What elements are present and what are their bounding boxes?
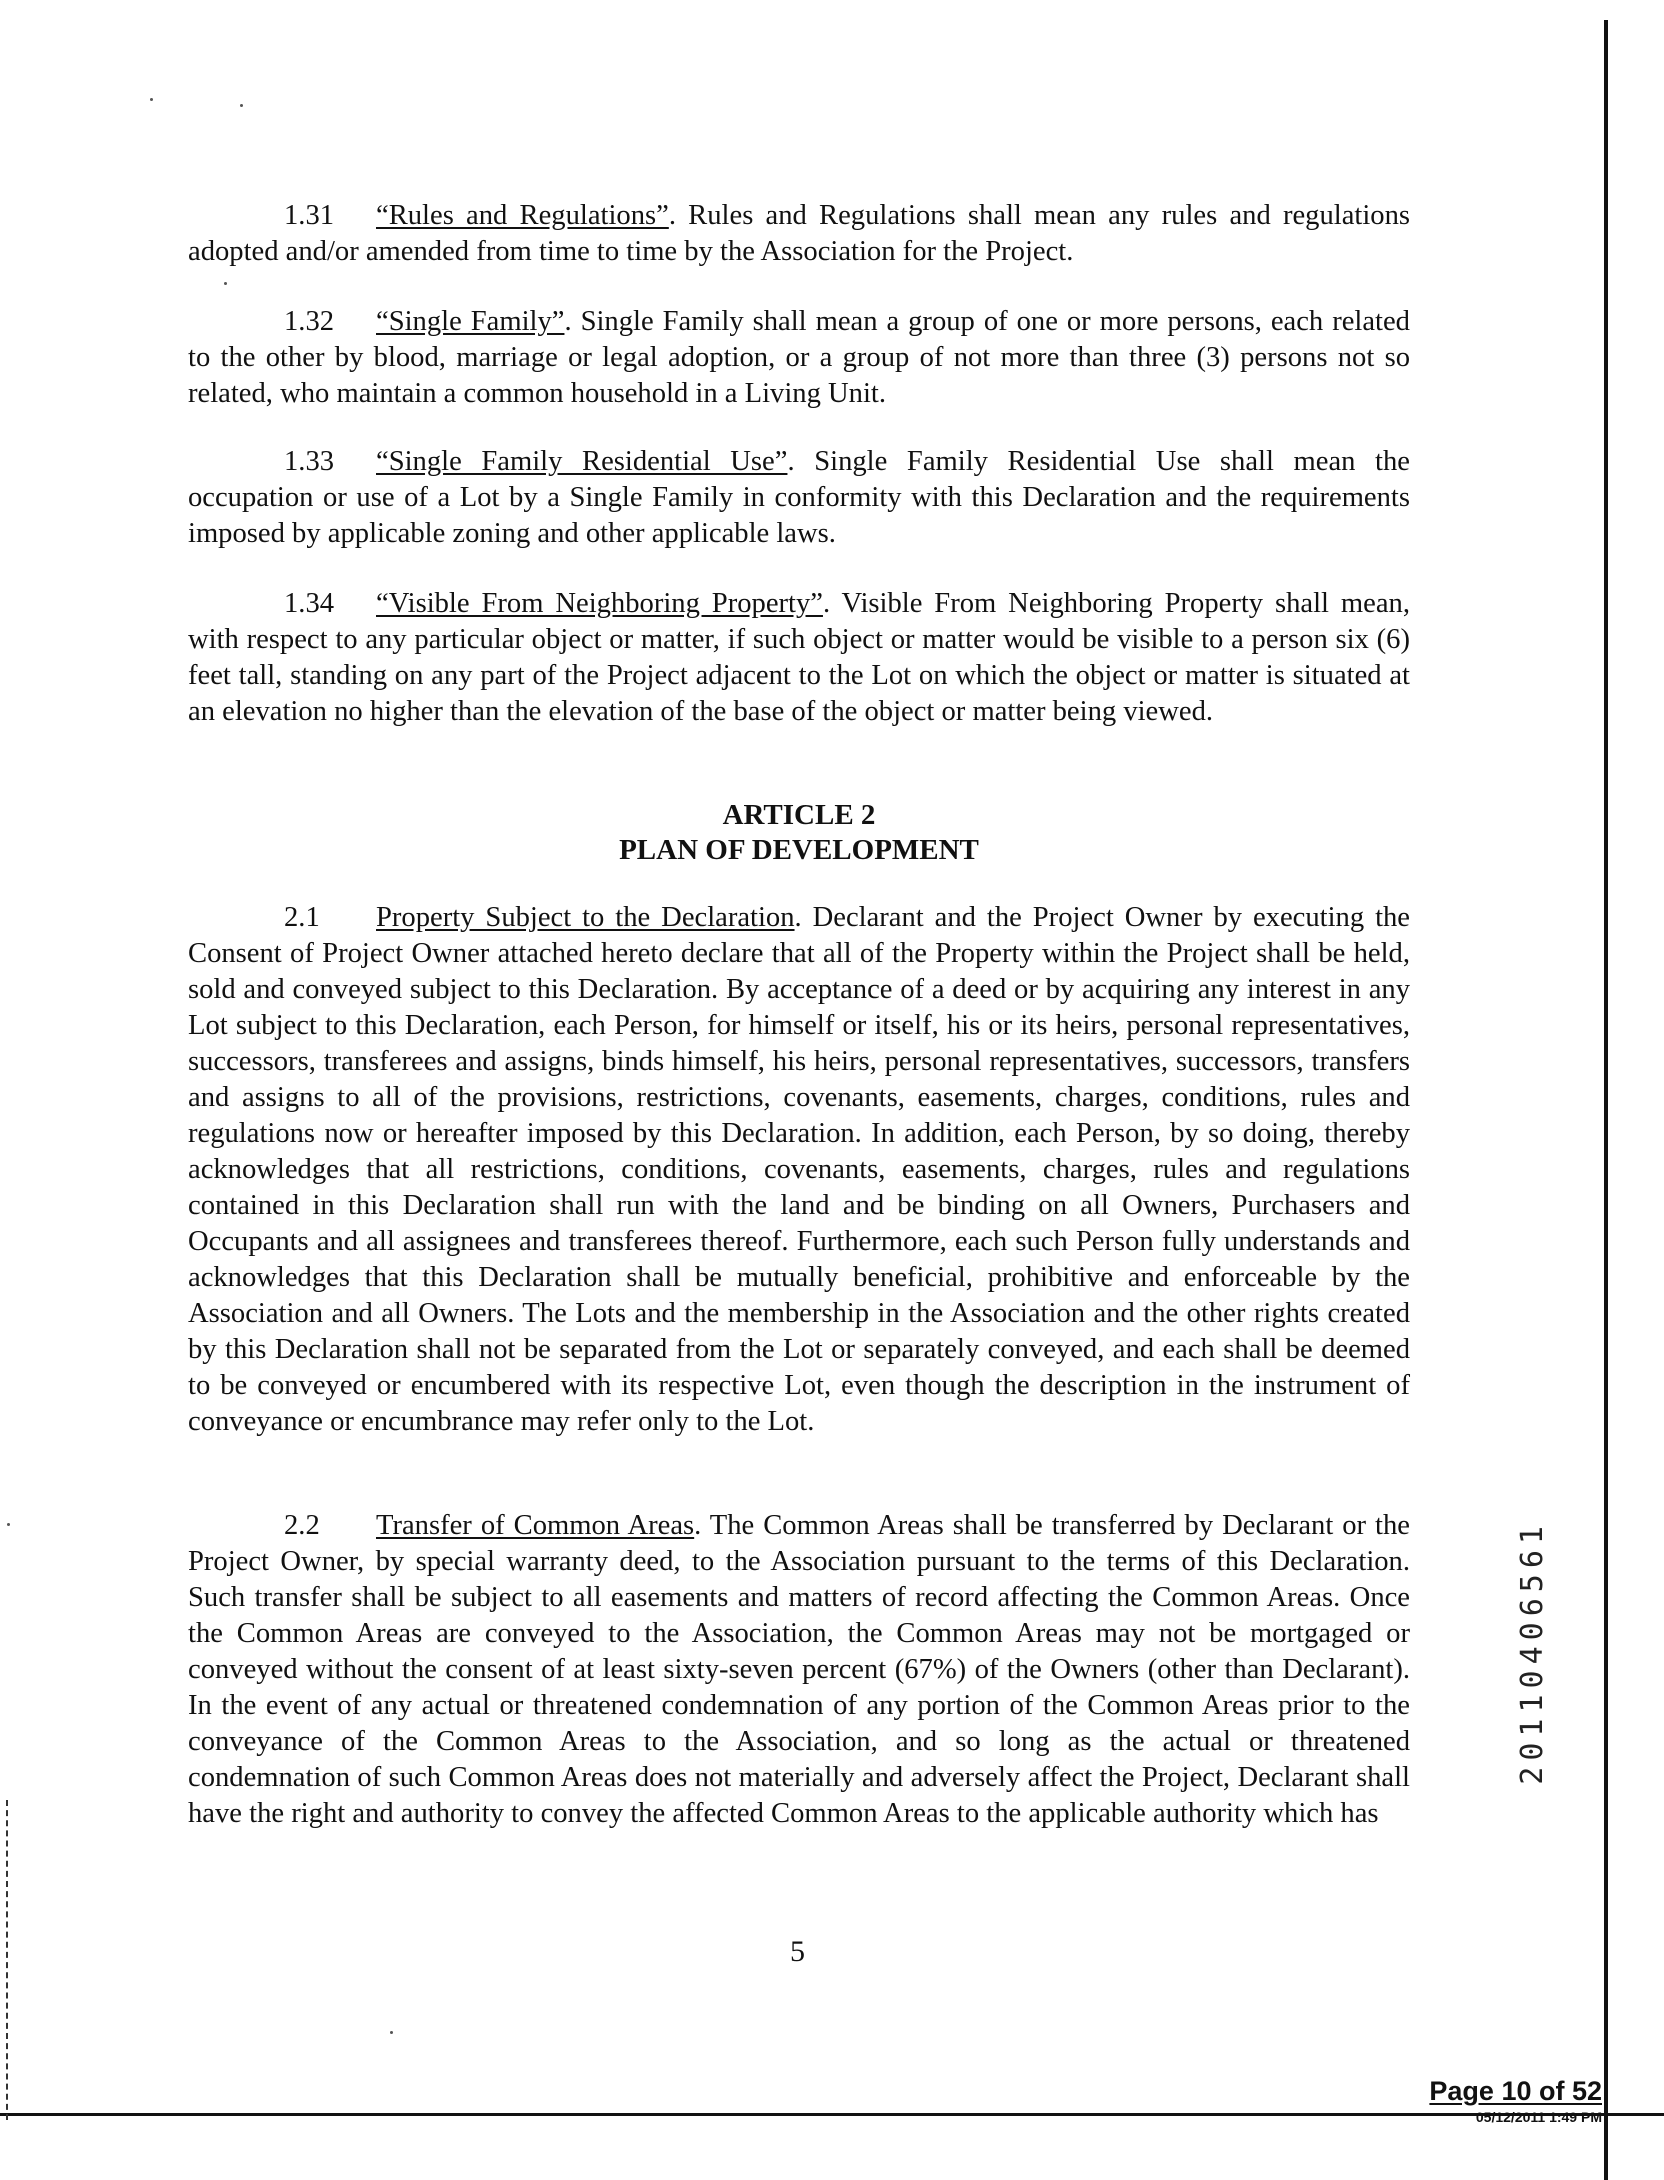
section-text: . Declarant and the Project Owner by executing the Consent of Project Owner attached hereto declare that all of the Property within the Project shall be held, sold and conveyed subject to this Declaration. By acceptance of a deed or by acquiring any interest in any Lot subject to this Declaration, each Person, for himself or itself, his or its heirs, personal representatives, successors, transferees and assigns, binds himself, his heirs, personal representatives, successors, transfers and assigns to all of the provisions, restrictions, covenants, easements, charges, conditions, rules and regulations now or hereafter imposed by this Declaration. In addition, each Person, by so doing, thereby acknowledges that all restrictions, conditions, covenants, easements, charges, rules and regulations contained in this Declaration shall run with the land and be binding on all Owners, Purchasers and Occupants and all assignees and transferees thereof. Furthermore, each such Person fully understands and acknowledges that this Declaration shall be mutually beneficial, prohibitive and enforceable by the Association and all Owners. The Lots and the membership in the Association and the other rights created by this Declaration shall not be separated from the Lot or separately conveyed, and each shall be deemed to be conveyed or encumbered with its respective Lot, even though the description in the instrument of conveyance or encumbrance may refer only to the Lot.: [188, 902, 1410, 1437]
scan-speck: [390, 2031, 393, 2034]
bottom-rule: [0, 2113, 1664, 2116]
section-1-32: [188, 304, 1410, 412]
article-title: PLAN OF DEVELOPMENT: [619, 834, 979, 866]
print-timestamp: 05/12/2011 1:49 PM: [1475, 2109, 1602, 2125]
defined-term: “Single Family Residential Use”: [376, 446, 788, 477]
scan-speck: [150, 98, 153, 101]
defined-term: “Visible From Neighboring Property”: [376, 588, 823, 619]
section-1-33: [188, 444, 1410, 552]
page-number: 5: [790, 1935, 805, 1968]
section-title: Property Subject to the Declaration: [376, 902, 795, 933]
section-2-2: [188, 1508, 1410, 1832]
section-number: 2.1: [284, 902, 320, 933]
scan-speck: [7, 1523, 10, 1526]
page-count-label: Page 10 of 52: [1429, 2076, 1602, 2106]
section-number: 1.33: [284, 446, 335, 477]
section-text: . The Common Areas shall be transferred by Declarant or the Project Owner, by special warranty deed, to the Association pursuant to the terms of this Declaration. Such transfer shall be subject to all easements and matters of record affecting the Common Areas. Once the Common Areas are conveyed to the Association, the Common Areas may not be mortgaged or conveyed without the consent of at least sixty-seven percent (67%) of the Owners (other than Declarant). In the event of any actual or threatened condemnation of any portion of the Common Areas prior to the conveyance of the Common Areas to the Association, and so long as the actual or threatened condemnation of such Common Areas does not materially and adversely affect the Project, Declarant shall have the right and authority to convey the affected Common Areas to the applicable authority which has: [188, 1510, 1410, 1829]
section-number: 2.2: [284, 1510, 320, 1541]
scan-speck: [240, 104, 243, 107]
section-number: 1.32: [284, 306, 335, 337]
section-number: 1.31: [284, 200, 335, 231]
right-margin-rule: [1604, 20, 1608, 2180]
section-text: . Single Family shall mean a group of one or more persons, each related to the other by blood, marriage or legal adoption, or a group of not more than three (3) persons not so related, who maintain a common household in a Living Unit.: [188, 306, 1410, 409]
section-2-1: [188, 900, 1410, 1440]
section-1-34: [188, 586, 1410, 730]
section-title: Transfer of Common Areas: [376, 1510, 695, 1541]
left-margin-dashes: [6, 1800, 10, 2120]
page-footer: [1429, 2076, 1602, 2125]
section-text: . Rules and Regulations shall mean any rules and regulations adopted and/or amended from time to time by the Association for the Project.: [188, 200, 1410, 267]
defined-term: “Single Family”: [376, 306, 565, 337]
section-text: . Single Family Residential Use shall mean the occupation or use of a Lot by a Single Family in conformity with this Declaration and the requirements imposed by applicable zoning and other applicable laws.: [188, 446, 1410, 549]
scan-speck: [224, 282, 227, 285]
section-text: . Visible From Neighboring Property shall mean, with respect to any particular object or matter, if such object or matter would be visible to a person six (6) feet tall, standing on any part of the Project adjacent to the Lot on which the object or matter is situated at an elevation no higher than the elevation of the base of the object or matter being viewed.: [188, 588, 1410, 727]
section-1-31: [188, 198, 1410, 270]
article-number: ARTICLE 2: [722, 799, 876, 831]
section-number: 1.34: [284, 588, 335, 619]
recording-number-stamp: 20110406561: [1515, 1520, 1550, 1785]
defined-term: “Rules and Regulations”: [376, 200, 669, 231]
